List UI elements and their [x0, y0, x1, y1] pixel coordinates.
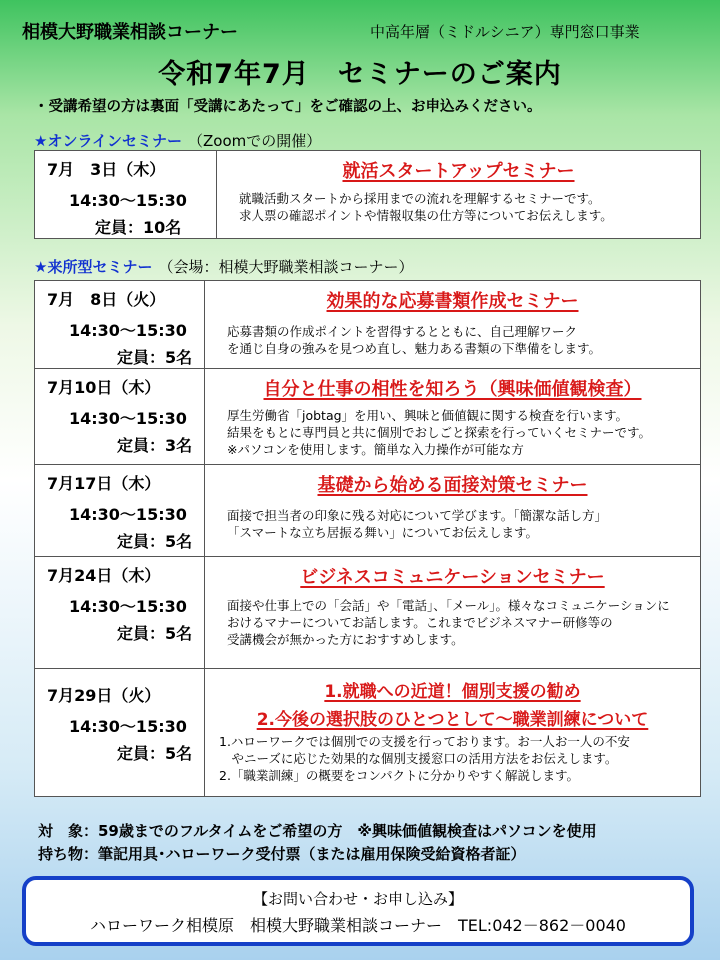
seminar-time: 14:30～15:30	[69, 191, 187, 210]
seminar-row	[35, 465, 701, 557]
seminar-time: 14:30～15:30	[69, 505, 187, 524]
description-line: 面接や仕事上での「会話」や「電話」、「メール」。様々なコミュニケーションに	[227, 598, 670, 613]
description-line: 1.ハローワークでは個別での支援を行っております。お一人お一人の不安	[219, 734, 630, 749]
onsite-heading-note: （会場：相模大野職業相談コーナー）	[158, 258, 414, 276]
description-line: 面接で担当者の印象に残る対応について学びます。「簡潔な話し方」	[227, 508, 608, 523]
seminar-schedule-cell	[35, 369, 205, 465]
seminar-schedule-cell	[35, 669, 205, 797]
seminar-title: 自分と仕事の相性を知ろう（興味価値観検査）	[263, 379, 642, 400]
seminar-date: 7月29日（火）	[47, 686, 161, 705]
seminar-row	[35, 281, 701, 369]
seminar-row	[35, 151, 701, 239]
seminar-date: 7月 8日（火）	[47, 290, 166, 309]
seminar-time: 14:30～15:30	[69, 597, 187, 616]
seminar-time: 14:30～15:30	[69, 717, 187, 736]
seminar-row	[35, 669, 701, 797]
seminar-date: 7月 3日（木）	[47, 160, 166, 179]
seminar-detail-cell	[205, 281, 701, 369]
seminar-date: 7月10日（木）	[47, 378, 161, 397]
seminar-time: 14:30～15:30	[69, 409, 187, 428]
onsite-section-heading	[34, 256, 413, 277]
seminar-row	[35, 369, 701, 465]
description-line: おけるマナーについてお話します。これまでビジネスマナー研修等の	[227, 615, 613, 630]
seminar-title: 1.就職への近道！個別支援の勧め	[324, 682, 581, 702]
application-notice: ・受講希望の方は裏面「受講にあたって」をご確認の上、お申込みください。	[34, 99, 542, 115]
description-line: 「スマートな立ち居振る舞い」についてお伝えします。	[227, 525, 539, 540]
onsite-seminar-table	[34, 280, 701, 797]
seminar-schedule-cell	[35, 557, 205, 669]
seminar-detail-cell	[205, 369, 701, 465]
seminar-detail-cell	[205, 669, 701, 797]
seminar-description	[205, 323, 700, 357]
description-line: 結果をもとに専門員と共に個別でおしごと探索を行っていくセミナーです。	[227, 425, 652, 440]
description-line: 2.「職業訓練」の概要をコンパクトに分かりやすく解説します。	[219, 768, 580, 783]
seminar-capacity: 定員：5名	[117, 348, 193, 367]
seminar-detail-cell	[205, 465, 701, 557]
seminar-schedule-cell	[35, 151, 217, 239]
seminar-schedule-cell	[35, 465, 205, 557]
seminar-capacity: 定員：5名	[117, 744, 193, 763]
seminar-description	[205, 507, 700, 541]
project-name: 中高年層（ミドルシニア）専門窓口事業	[370, 23, 640, 41]
seminar-title: 基礎から始める面接対策セミナー	[317, 475, 588, 496]
seminar-detail-cell	[205, 557, 701, 669]
seminar-description	[205, 407, 700, 458]
seminar-row	[35, 557, 701, 669]
online-seminar-table	[34, 150, 701, 239]
contact-line: ハローワーク相模原 相模大野職業相談コーナー TEL:042－862－0040	[90, 916, 626, 935]
seminar-capacity: 定員：5名	[117, 624, 193, 643]
description-line: 応募書類の作成ポイントを習得するとともに、自己理解ワーク	[227, 324, 578, 339]
contact-box	[22, 876, 694, 946]
seminar-title: ビジネスコミュニケーションセミナー	[300, 567, 605, 588]
seminar-capacity: 定員：5名	[117, 532, 193, 551]
online-section-heading	[34, 130, 321, 151]
description-line: を通じ自身の強みを見つめ直し、魅力ある書類の下準備をします。	[227, 341, 602, 356]
seminar-title: 就活スタートアップセミナー	[342, 161, 575, 182]
description-line: 就職活動スタートから採用までの流れを理解するセミナーです。	[239, 191, 601, 206]
seminar-description	[205, 733, 700, 784]
seminar-title-secondary: 2.今後の選択肢のひとつとして～職業訓練について	[256, 710, 649, 730]
description-line: ※パソコンを使用します。簡単な入力操作が可能な方	[227, 442, 524, 457]
seminar-date: 7月24日（木）	[47, 566, 161, 585]
seminar-description	[205, 597, 700, 648]
description-line: 受講機会が無かった方におすすめします。	[227, 632, 464, 647]
contact-title: 【お問い合わせ・お申し込み】	[252, 890, 463, 908]
seminar-capacity: 定員：10名	[95, 218, 182, 237]
onsite-heading-label: ★来所型セミナー	[34, 258, 153, 276]
seminar-title: 効果的な応募書類作成セミナー	[326, 291, 579, 312]
items-to-bring: 持ち物：筆記用具･ハローワーク受付票（または雇用保険受給資格者証）	[38, 845, 526, 863]
seminar-description	[217, 190, 700, 224]
seminar-date: 7月17日（木）	[47, 474, 161, 493]
seminar-capacity: 定員：3名	[117, 436, 193, 455]
seminar-schedule-cell	[35, 281, 205, 369]
organization-name: 相模大野職業相談コーナー	[22, 22, 238, 43]
description-line: 厚生労働省「jobtag」を用い、興味と価値観に関する検査を行います。	[227, 408, 629, 423]
online-heading-label: ★オンラインセミナー	[34, 132, 182, 150]
description-line: 求人票の確認ポイントや情報収集の仕方等についてお伝えします。	[239, 208, 613, 223]
online-heading-note: （Zoomでの開催）	[188, 132, 322, 150]
description-line: やニーズに応じた効果的な個別支援窓口の活用方法をお伝えします。	[219, 751, 618, 766]
seminar-time: 14:30～15:30	[69, 321, 187, 340]
target-audience: 対 象：59歳までのフルタイムをご希望の方 ※興味価値観検査はパソコンを使用	[38, 822, 597, 840]
page-title: 令和7年7月 セミナーのご案内	[158, 59, 562, 90]
seminar-detail-cell	[217, 151, 701, 239]
